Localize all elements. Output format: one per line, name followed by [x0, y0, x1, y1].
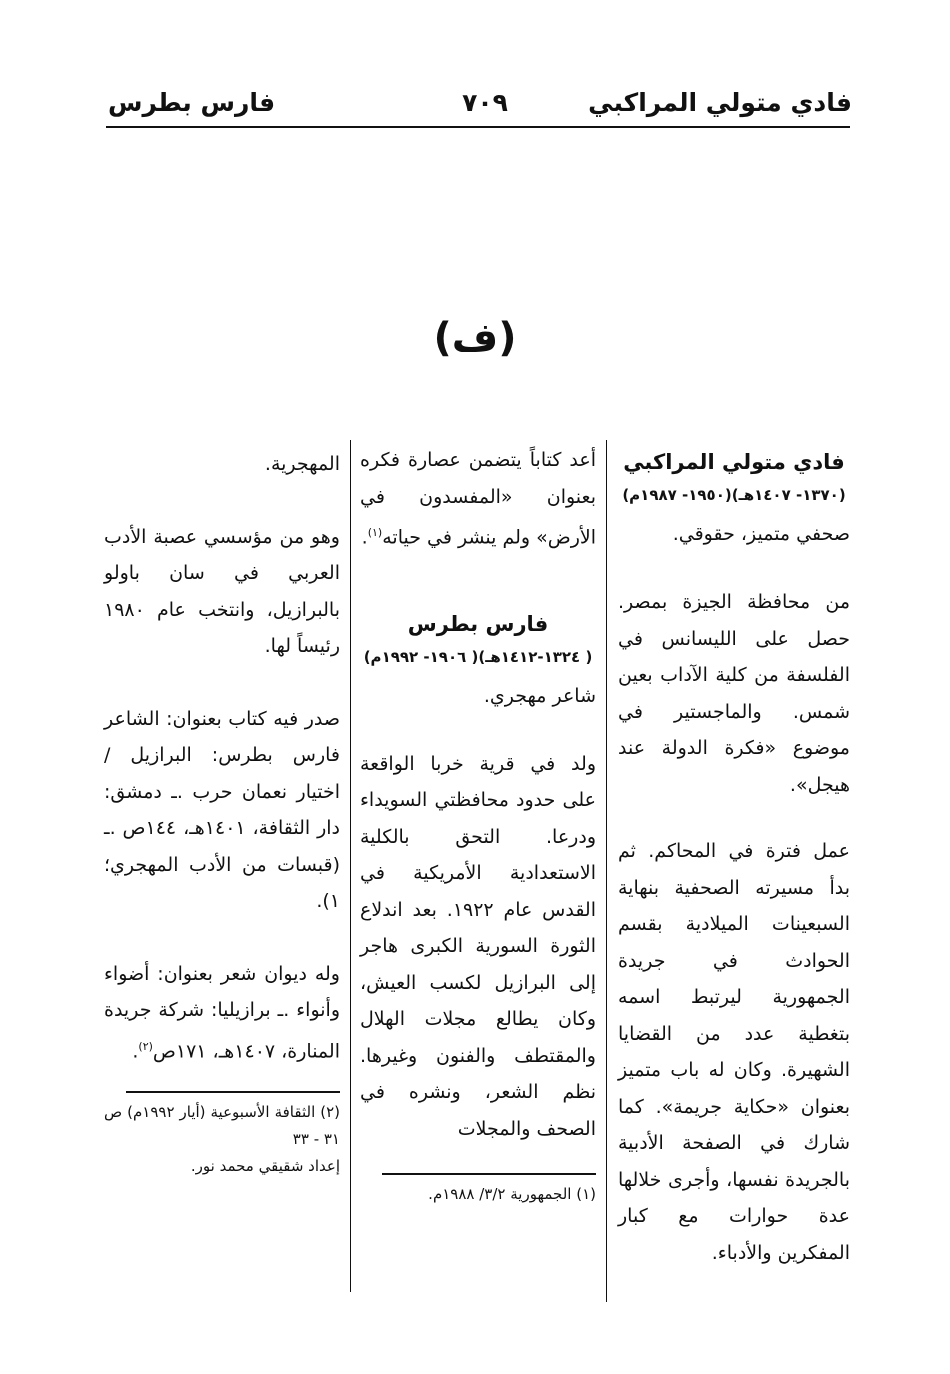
section-letter: (ف) [433, 315, 517, 361]
paragraph-text: وله ديوان شعر بعنوان: أضواء وأنواء .ـ برازيليا: شركة جريدة المنارة، ١٤٠٧هـ، ١٧١ص [104, 962, 340, 1062]
footnote-rule [382, 1173, 596, 1175]
footnote-ref: (٢) [138, 1039, 153, 1053]
column-divider-right [606, 440, 607, 1302]
paragraph: عمل فترة في المحاكم. ثم بدأ مسيرته الصحفية بنهاية السبعينات الميلادية بقسم الحوادث في جريدة الجمهورية ليرتبط اسمه بتغطية عدد من القضايا الشهيرة. وكان له باب متميز بعنوان «حكاية جريمة». كما شارك في الصفحة الأدبية بالجريدة نفسها، وأجرى خلالها عدة حوارات مع كبار المفكرين والأدباء. [618, 840, 850, 1264]
running-head-left: فارس بطرس [108, 88, 276, 117]
paragraph: صدر فيه كتاب بعنوان: الشاعر فارس بطرس: البرازيل / اختيار نعمان حرب .ـ دمشق: دار الثقافة، ١٤٠١هـ، ١٤٤ص .ـ (قبسات من الأدب المهجري؛ ١). [104, 707, 340, 912]
footnote-ref: (١) [367, 526, 383, 539]
paragraph-text: أعد كتاباً يتضمن عصارة فكره بعنوان «المفسدون في الأرض» ولم ينشر في حياته [360, 449, 596, 549]
page-number: ٧٠٩ [462, 88, 508, 117]
entry-description: شاعر مهجري. [483, 684, 596, 707]
footnote-credit: إعداد شقيقي محمد نور. [190, 1156, 340, 1175]
footnote: (٢) الثقافة الأسبوعية (أيار ١٩٩٢م) ص ٣١ - ٣٣ [104, 1102, 341, 1148]
running-head-right: فادي متولي المراكبي [588, 88, 852, 117]
header-rule [106, 126, 850, 128]
column-divider-left [350, 440, 351, 1292]
paragraph-end: . [361, 526, 368, 549]
column-left [104, 440, 340, 1180]
footnote: (١) الجمهورية ٣/٢/ ١٩٨٨م. [428, 1184, 596, 1203]
entry-name: فارس بطرس [407, 611, 549, 636]
paragraph [104, 956, 340, 1070]
entry-dates: (١٣٧٠- ١٤٠٧هـ)(١٩٥٠- ١٩٨٧م) [622, 486, 846, 504]
entry-dates: ( ١٣٢٤-١٤١٢هـ)( ١٩٠٦- ١٩٩٢م) [363, 647, 593, 666]
entry-name: فادي متولي المراكبي [623, 450, 845, 474]
paragraph: وهو من مؤسسي عصبة الأدب العربي في سان باولو بالبرازيل، وانتخب عام ١٩٨٠ رئيساً لها. [104, 525, 340, 657]
column-right [618, 440, 850, 1271]
paragraph: ولد في قرية خربا الواقعة على حدود محافظتي السويداء ودرعا. التحق بالكلية الاستعدادية الأمريكية في القدس عام ١٩٢٢. بعد اندلاع الثورة السورية الكبرى هاجر إلى البرازيل لكسب العيش، وكان يطالع مجلات الهلال والمقتطف والفنون وغيرها. نظم الشعر، ونشره في الصحف والمجلات [360, 752, 596, 1140]
paragraph [360, 442, 596, 556]
paragraph: المهجرية. [264, 453, 340, 475]
footnote-rule [126, 1091, 340, 1093]
paragraph-end: . [132, 1039, 139, 1062]
entry-description: صحفي متميز، حقوقي. [672, 523, 850, 545]
paragraph: من محافظة الجيزة بمصر. حصل على الليسانس في الفلسفة من كلية الآداب بعين شمس. والماجستير في موضوع «فكرة الدولة عند هيجل». [618, 591, 850, 796]
column-middle [360, 440, 596, 1208]
